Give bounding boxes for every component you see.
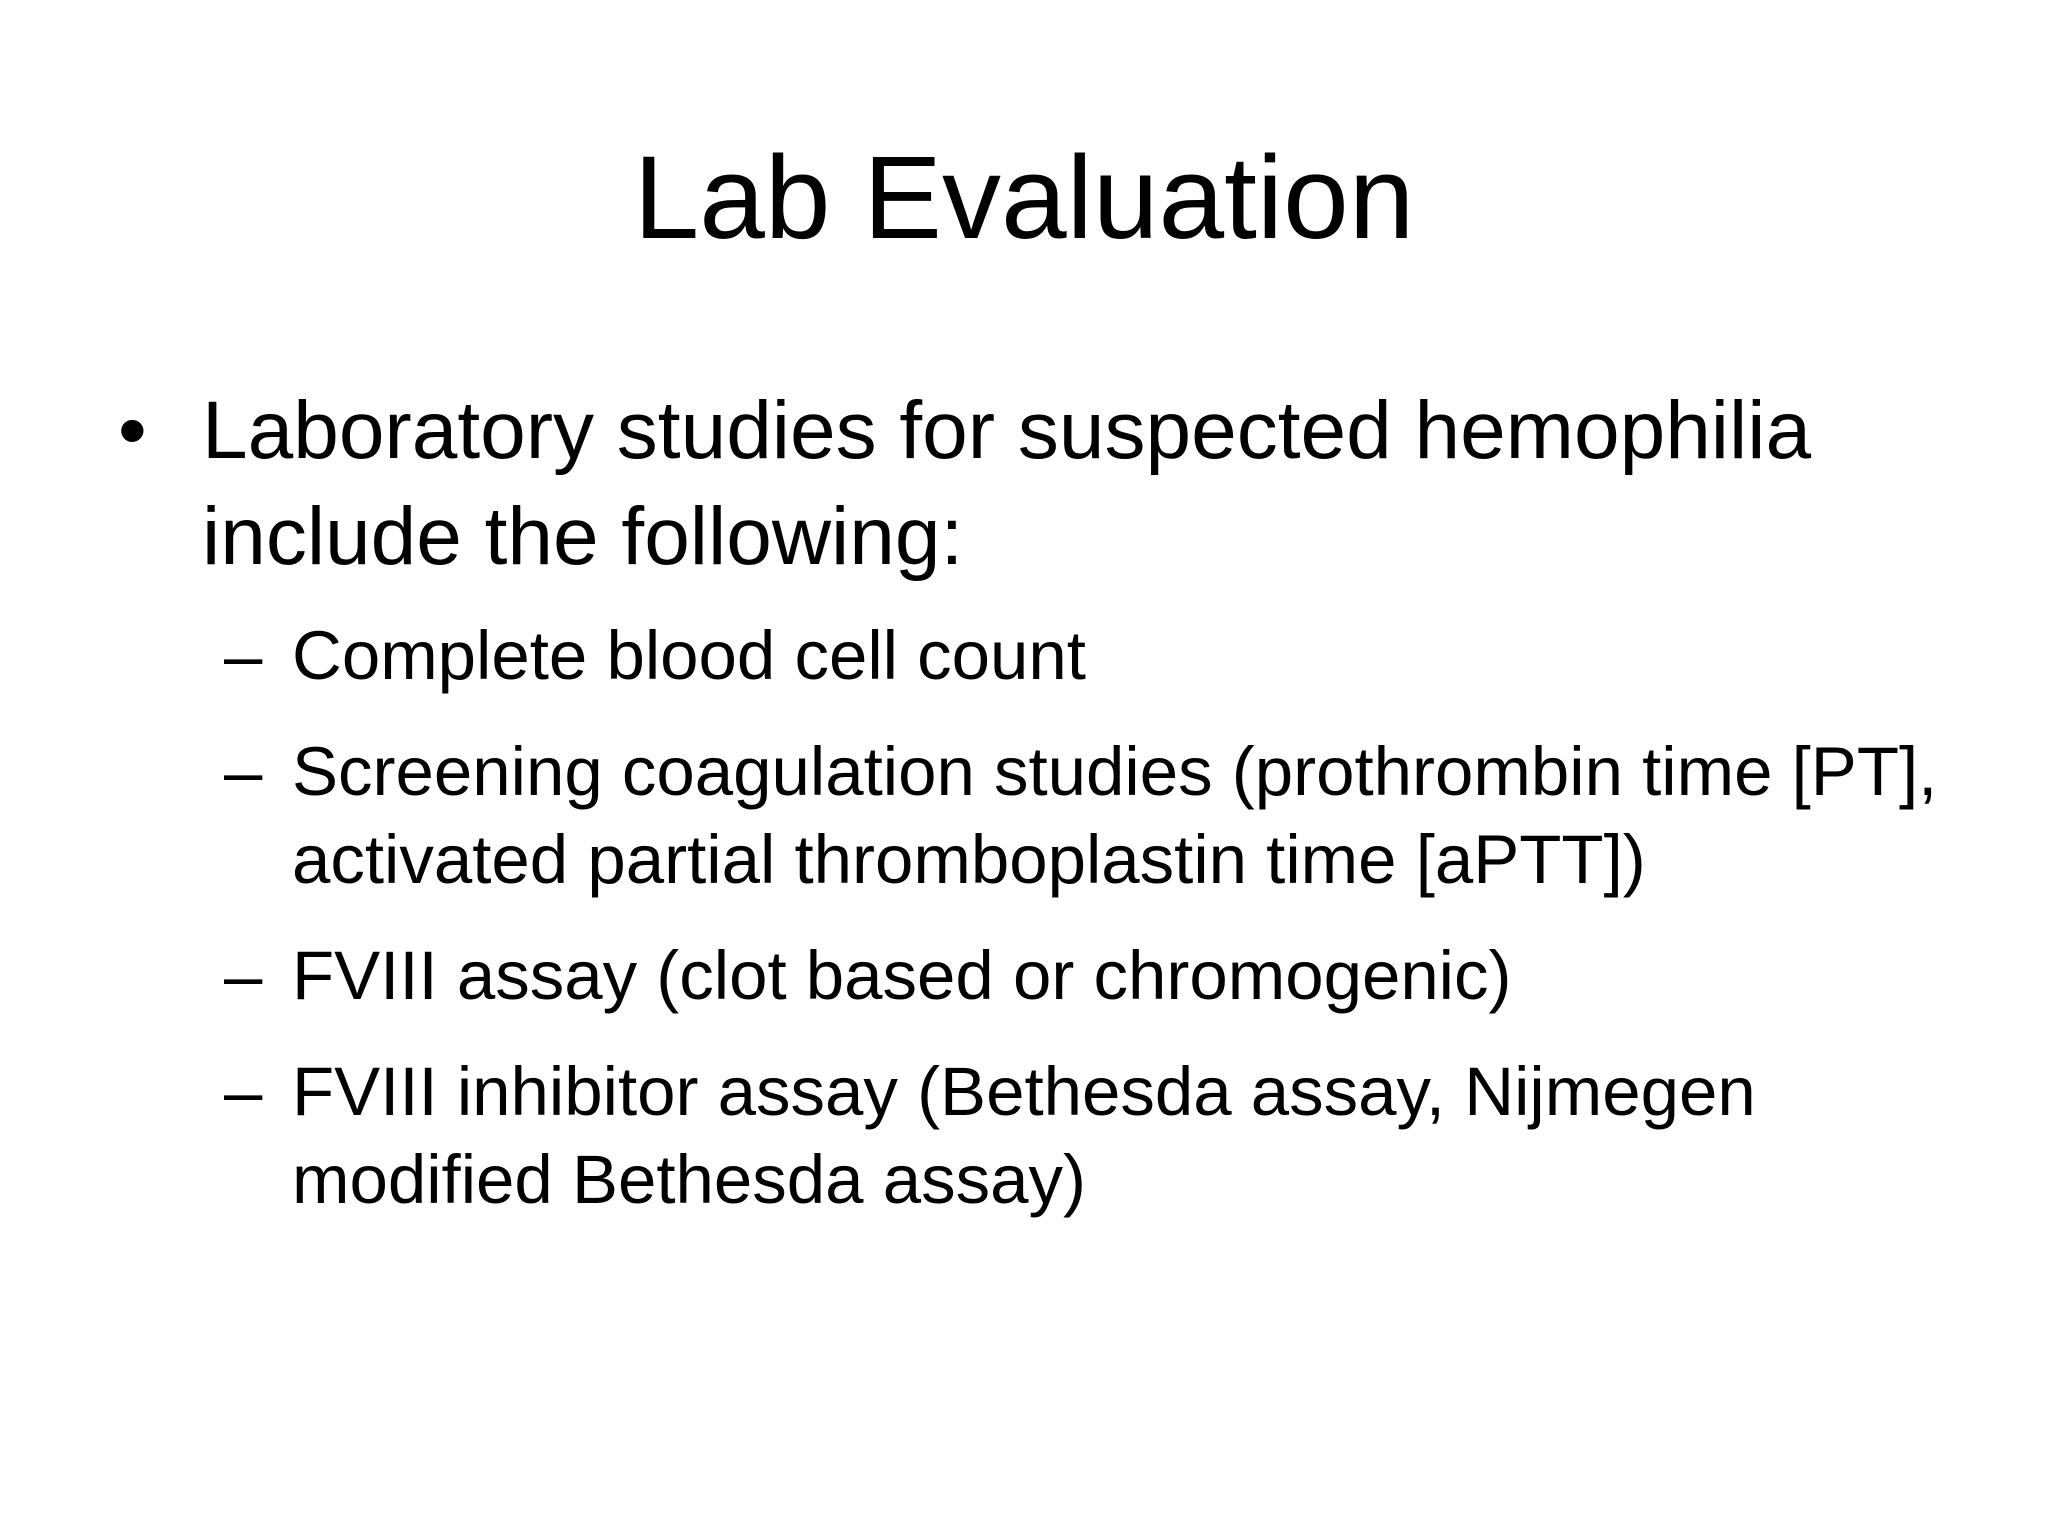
sub-bullet-item	[224, 612, 1984, 700]
sub-bullet-item	[224, 728, 1984, 904]
sub-bullet-item	[224, 1048, 1984, 1224]
slide-title: Lab Evaluation	[633, 132, 1415, 264]
sub-bullet-text: Screening coagulation studies (prothrombin time [PT], activated partial thromboplastin time [aPTT])	[292, 733, 1938, 898]
bullet-text: Laboratory studies for suspected hemophilia include the following:	[202, 385, 1812, 582]
sub-bullet-text: FVIII inhibitor assay (Bethesda assay, Nijmegen modified Bethesda assay)	[292, 1053, 1756, 1218]
dash-marker: –	[224, 733, 263, 810]
dash-marker: –	[224, 1053, 263, 1130]
bullet-marker: •	[118, 385, 147, 476]
sub-bullet-text: Complete blood cell count	[292, 617, 1086, 694]
dash-marker: –	[224, 617, 263, 694]
sub-bullet-text: FVIII assay (clot based or chromogenic)	[292, 937, 1512, 1014]
sub-bullet-item	[224, 932, 1984, 1020]
sub-bullet-list	[224, 612, 1984, 1252]
dash-marker: –	[224, 937, 263, 1014]
